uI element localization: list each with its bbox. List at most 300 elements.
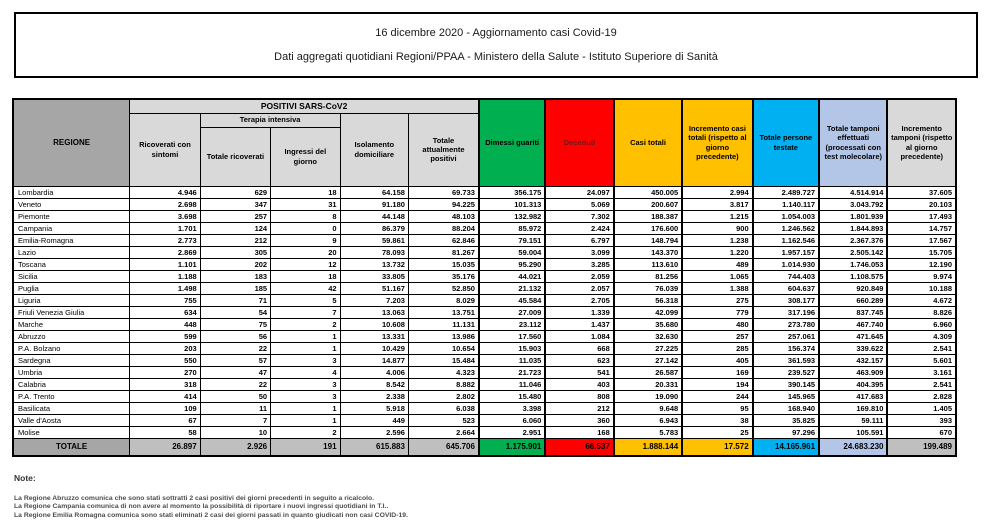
cell-value: 20 <box>271 246 340 258</box>
region-name: Veneto <box>13 198 130 210</box>
cell-value: 8.882 <box>408 378 479 390</box>
cell-value: 3.285 <box>545 258 613 270</box>
cell-value: 1.014.930 <box>753 258 819 270</box>
cell-value: 176.600 <box>614 222 682 234</box>
cell-value: 21.723 <box>479 366 545 378</box>
cell-value: 405 <box>682 354 752 366</box>
cell-value: 1.140.117 <box>753 198 819 210</box>
cell-value: 13.331 <box>340 330 408 342</box>
cell-value: 7 <box>271 306 340 318</box>
cell-value: 32.630 <box>614 330 682 342</box>
cell-value: 6.038 <box>408 402 479 414</box>
table-row <box>13 318 956 330</box>
totale-deceduti: 66.537 <box>545 438 613 456</box>
col-header-totale-ricoverati: Totale ricoverati <box>200 127 270 186</box>
region-name: Piemonte <box>13 210 130 222</box>
cell-value: 2.994 <box>682 186 752 198</box>
col-header-regione: REGIONE <box>13 99 130 186</box>
cell-value: 3.099 <box>545 246 613 258</box>
cell-value: 1.054.003 <box>753 210 819 222</box>
cell-value: 463.909 <box>819 366 887 378</box>
table-row <box>13 414 956 426</box>
cell-value: 64.158 <box>340 186 408 198</box>
cell-value: 202 <box>200 258 270 270</box>
table-row <box>13 270 956 282</box>
cell-value: 14.877 <box>340 354 408 366</box>
cell-value: 35.176 <box>408 270 479 282</box>
report-date-title: 16 dicembre 2020 - Aggiornamento casi Covid-19 <box>375 26 617 39</box>
cell-value: 0 <box>271 222 340 234</box>
cell-value: 12 <box>271 258 340 270</box>
cell-value: 10.608 <box>340 318 408 330</box>
cell-value: 42 <box>271 282 340 294</box>
cell-value: 390.145 <box>753 378 819 390</box>
cell-value: 143.370 <box>614 246 682 258</box>
cell-value: 1.246.562 <box>753 222 819 234</box>
cell-value: 6.797 <box>545 234 613 246</box>
cell-value: 50 <box>200 390 270 402</box>
cell-value: 91.180 <box>340 198 408 210</box>
cell-value: 3 <box>271 390 340 402</box>
cell-value: 38 <box>682 414 752 426</box>
cell-value: 755 <box>130 294 200 306</box>
cell-value: 22 <box>200 342 270 354</box>
cell-value: 270 <box>130 366 200 378</box>
col-header-ricoverati: Ricoverati con sintomi <box>130 113 200 186</box>
cell-value: 1 <box>271 414 340 426</box>
cell-value: 14.757 <box>887 222 956 234</box>
cell-value: 467.740 <box>819 318 887 330</box>
cell-value: 27.142 <box>614 354 682 366</box>
cell-value: 95.290 <box>479 258 545 270</box>
cell-value: 48.103 <box>408 210 479 222</box>
cell-value: 744.403 <box>753 270 819 282</box>
cell-value: 15.705 <box>887 246 956 258</box>
cell-value: 3.161 <box>887 366 956 378</box>
table-row <box>13 426 956 438</box>
col-header-deceduti: Deceduti <box>545 99 613 186</box>
table-row <box>13 366 956 378</box>
cell-value: 1.238 <box>682 234 752 246</box>
cell-value: 37.605 <box>887 186 956 198</box>
cell-value: 10.188 <box>887 282 956 294</box>
cell-value: 1.108.575 <box>819 270 887 282</box>
cell-value: 4.006 <box>340 366 408 378</box>
cell-value: 145.965 <box>753 390 819 402</box>
cell-value: 188.387 <box>614 210 682 222</box>
cell-value: 148.794 <box>614 234 682 246</box>
cell-value: 9.648 <box>614 402 682 414</box>
cell-value: 4.309 <box>887 330 956 342</box>
cell-value: 308.177 <box>753 294 819 306</box>
cell-value: 2.057 <box>545 282 613 294</box>
cell-value: 45.584 <box>479 294 545 306</box>
cell-value: 124 <box>200 222 270 234</box>
cell-value: 101.313 <box>479 198 545 210</box>
cell-value: 15.480 <box>479 390 545 402</box>
totale-tamponi: 24.683.230 <box>819 438 887 456</box>
cell-value: 7.302 <box>545 210 613 222</box>
col-group-terapia-intensiva: Terapia intensiva <box>200 113 340 127</box>
totale-label: TOTALE <box>13 438 130 456</box>
cell-value: 2.541 <box>887 342 956 354</box>
cell-value: 185 <box>200 282 270 294</box>
cell-value: 11.046 <box>479 378 545 390</box>
cell-value: 2 <box>271 426 340 438</box>
cell-value: 1.065 <box>682 270 752 282</box>
table-body <box>13 186 956 438</box>
table-row <box>13 342 956 354</box>
region-name: Lazio <box>13 246 130 258</box>
cell-value: 629 <box>200 186 270 198</box>
cell-value: 97.296 <box>753 426 819 438</box>
cell-value: 57 <box>200 354 270 366</box>
table-row <box>13 246 956 258</box>
col-header-dimessi-guariti: Dimessi guariti <box>479 99 545 186</box>
cell-value: 18 <box>271 270 340 282</box>
cell-value: 6.060 <box>479 414 545 426</box>
region-name: Calabria <box>13 378 130 390</box>
cell-value: 1 <box>271 342 340 354</box>
cell-value: 779 <box>682 306 752 318</box>
cell-value: 13.986 <box>408 330 479 342</box>
cell-value: 21.132 <box>479 282 545 294</box>
cell-value: 2.828 <box>887 390 956 402</box>
cell-value: 86.379 <box>340 222 408 234</box>
table-row <box>13 258 956 270</box>
cell-value: 11.131 <box>408 318 479 330</box>
cell-value: 1.405 <box>887 402 956 414</box>
cell-value: 13.751 <box>408 306 479 318</box>
col-header-isolamento: Isolamento domiciliare <box>340 113 408 186</box>
cell-value: 5 <box>271 294 340 306</box>
cell-value: 15.484 <box>408 354 479 366</box>
cell-value: 75 <box>200 318 270 330</box>
notes-section <box>14 473 992 520</box>
cell-value: 194 <box>682 378 752 390</box>
cell-value: 404.395 <box>819 378 887 390</box>
cell-value: 1.220 <box>682 246 752 258</box>
cell-value: 1 <box>271 402 340 414</box>
cell-value: 85.972 <box>479 222 545 234</box>
cell-value: 132.982 <box>479 210 545 222</box>
cell-value: 3 <box>271 354 340 366</box>
cell-value: 1.437 <box>545 318 613 330</box>
cell-value: 2.367.376 <box>819 234 887 246</box>
totale-terapia-intensiva: 2.926 <box>200 438 270 456</box>
cell-value: 900 <box>682 222 752 234</box>
cell-value: 356.175 <box>479 186 545 198</box>
cell-value: 541 <box>545 366 613 378</box>
cell-value: 2.489.727 <box>753 186 819 198</box>
cell-value: 599 <box>130 330 200 342</box>
cell-value: 550 <box>130 354 200 366</box>
table-row <box>13 234 956 246</box>
region-name: Abruzzo <box>13 330 130 342</box>
cell-value: 76.039 <box>614 282 682 294</box>
cell-value: 3.043.792 <box>819 198 887 210</box>
cell-value: 1.388 <box>682 282 752 294</box>
table-row <box>13 210 956 222</box>
cell-value: 339.622 <box>819 342 887 354</box>
cell-value: 393 <box>887 414 956 426</box>
cell-value: 26.587 <box>614 366 682 378</box>
cell-value: 17.493 <box>887 210 956 222</box>
cell-value: 523 <box>408 414 479 426</box>
totale-row <box>13 438 956 456</box>
cell-value: 27.225 <box>614 342 682 354</box>
cell-value: 212 <box>545 402 613 414</box>
cell-value: 6.943 <box>614 414 682 426</box>
cell-value: 1.844.893 <box>819 222 887 234</box>
cell-value: 203 <box>130 342 200 354</box>
cell-value: 17.567 <box>887 234 956 246</box>
cell-value: 3.398 <box>479 402 545 414</box>
cell-value: 109 <box>130 402 200 414</box>
cell-value: 20.331 <box>614 378 682 390</box>
cell-value: 13.732 <box>340 258 408 270</box>
cell-value: 837.745 <box>819 306 887 318</box>
cell-value: 6.960 <box>887 318 956 330</box>
cell-value: 4 <box>271 366 340 378</box>
cell-value: 2.059 <box>545 270 613 282</box>
cell-value: 23.112 <box>479 318 545 330</box>
cell-value: 168.940 <box>753 402 819 414</box>
totale-dimessi-guariti: 1.175.901 <box>479 438 545 456</box>
cell-value: 4.323 <box>408 366 479 378</box>
region-name: Campania <box>13 222 130 234</box>
cell-value: 668 <box>545 342 613 354</box>
cell-value: 471.645 <box>819 330 887 342</box>
cell-value: 414 <box>130 390 200 402</box>
title-box <box>14 12 978 78</box>
cell-value: 2.698 <box>130 198 200 210</box>
totale-isolamento: 615.883 <box>340 438 408 456</box>
cell-value: 79.151 <box>479 234 545 246</box>
cell-value: 27.009 <box>479 306 545 318</box>
cell-value: 35.680 <box>614 318 682 330</box>
cell-value: 1.746.053 <box>819 258 887 270</box>
cell-value: 51.167 <box>340 282 408 294</box>
table-row <box>13 282 956 294</box>
cell-value: 25 <box>682 426 752 438</box>
cell-value: 285 <box>682 342 752 354</box>
cell-value: 20.103 <box>887 198 956 210</box>
totale-casi-totali: 1.888.144 <box>614 438 682 456</box>
cell-value: 604.637 <box>753 282 819 294</box>
cell-value: 2.773 <box>130 234 200 246</box>
cell-value: 8.826 <box>887 306 956 318</box>
region-name: Umbria <box>13 366 130 378</box>
region-name: Lombardia <box>13 186 130 198</box>
cell-value: 47 <box>200 366 270 378</box>
totale-attualmente-positivi: 645.706 <box>408 438 479 456</box>
cell-value: 81.267 <box>408 246 479 258</box>
cell-value: 1.188 <box>130 270 200 282</box>
cell-value: 17.560 <box>479 330 545 342</box>
table-row <box>13 306 956 318</box>
cell-value: 2.802 <box>408 390 479 402</box>
cell-value: 12.190 <box>887 258 956 270</box>
cell-value: 31 <box>271 198 340 210</box>
cell-value: 4.946 <box>130 186 200 198</box>
cell-value: 623 <box>545 354 613 366</box>
col-header-ingressi-giorno: Ingressi del giorno <box>271 127 340 186</box>
cell-value: 2.869 <box>130 246 200 258</box>
cell-value: 94.225 <box>408 198 479 210</box>
totale-incremento-casi: 17.572 <box>682 438 752 456</box>
region-name: Molise <box>13 426 130 438</box>
cell-value: 361.593 <box>753 354 819 366</box>
cell-value: 317.196 <box>753 306 819 318</box>
cell-value: 62.846 <box>408 234 479 246</box>
cell-value: 44.021 <box>479 270 545 282</box>
cell-value: 448 <box>130 318 200 330</box>
cell-value: 634 <box>130 306 200 318</box>
cell-value: 318 <box>130 378 200 390</box>
cell-value: 24.097 <box>545 186 613 198</box>
cell-value: 19.090 <box>614 390 682 402</box>
cell-value: 169 <box>682 366 752 378</box>
table-row <box>13 186 956 198</box>
cell-value: 3.698 <box>130 210 200 222</box>
cell-value: 58 <box>130 426 200 438</box>
cell-value: 8.029 <box>408 294 479 306</box>
cell-value: 5.069 <box>545 198 613 210</box>
totale-incremento-tamponi: 199.489 <box>887 438 956 456</box>
cell-value: 10.654 <box>408 342 479 354</box>
col-header-casi-totali: Casi totali <box>614 99 682 186</box>
cell-value: 2.338 <box>340 390 408 402</box>
cell-value: 1.084 <box>545 330 613 342</box>
cell-value: 35.825 <box>753 414 819 426</box>
cell-value: 257.061 <box>753 330 819 342</box>
col-header-incremento-casi: Incremento casi totali (rispetto al giorno precedente) <box>682 99 752 186</box>
cell-value: 95 <box>682 402 752 414</box>
cell-value: 275 <box>682 294 752 306</box>
cell-value: 44.148 <box>340 210 408 222</box>
cell-value: 432.157 <box>819 354 887 366</box>
cell-value: 403 <box>545 378 613 390</box>
cell-value: 449 <box>340 414 408 426</box>
cell-value: 450.005 <box>614 186 682 198</box>
totale-ricoverati: 26.897 <box>130 438 200 456</box>
cell-value: 18 <box>271 186 340 198</box>
region-name: Sicilia <box>13 270 130 282</box>
cell-value: 168 <box>545 426 613 438</box>
cell-value: 2.705 <box>545 294 613 306</box>
region-name: Friuli Venezia Giulia <box>13 306 130 318</box>
cell-value: 54 <box>200 306 270 318</box>
table-row <box>13 198 956 210</box>
cell-value: 239.527 <box>753 366 819 378</box>
cell-value: 7 <box>200 414 270 426</box>
cell-value: 10.429 <box>340 342 408 354</box>
table-row <box>13 222 956 234</box>
cell-value: 1 <box>271 330 340 342</box>
cell-value: 52.850 <box>408 282 479 294</box>
table-row <box>13 390 956 402</box>
region-name: Sardegna <box>13 354 130 366</box>
cell-value: 2.951 <box>479 426 545 438</box>
cell-value: 920.849 <box>819 282 887 294</box>
cell-value: 1.701 <box>130 222 200 234</box>
cell-value: 305 <box>200 246 270 258</box>
cell-value: 273.780 <box>753 318 819 330</box>
table-row <box>13 330 956 342</box>
cell-value: 169.810 <box>819 402 887 414</box>
cell-value: 1.957.157 <box>753 246 819 258</box>
cell-value: 1.801.939 <box>819 210 887 222</box>
cell-value: 2.505.142 <box>819 246 887 258</box>
notes-heading: Note: <box>14 473 36 484</box>
cell-value: 11 <box>200 402 270 414</box>
cell-value: 1.101 <box>130 258 200 270</box>
cell-value: 347 <box>200 198 270 210</box>
table-row <box>13 354 956 366</box>
covid-data-table <box>12 98 957 457</box>
totale-ingressi: 191 <box>271 438 340 456</box>
cell-value: 3 <box>271 378 340 390</box>
region-name: Toscana <box>13 258 130 270</box>
cell-value: 13.063 <box>340 306 408 318</box>
cell-value: 59.861 <box>340 234 408 246</box>
cell-value: 417.683 <box>819 390 887 402</box>
cell-value: 9 <box>271 234 340 246</box>
cell-value: 11.035 <box>479 354 545 366</box>
cell-value: 56.318 <box>614 294 682 306</box>
cell-value: 212 <box>200 234 270 246</box>
region-name: Valle d'Aosta <box>13 414 130 426</box>
cell-value: 10 <box>200 426 270 438</box>
cell-value: 1.498 <box>130 282 200 294</box>
cell-value: 3.817 <box>682 198 752 210</box>
region-name: Basilicata <box>13 402 130 414</box>
cell-value: 105.591 <box>819 426 887 438</box>
table-row <box>13 294 956 306</box>
cell-value: 67 <box>130 414 200 426</box>
cell-value: 2.424 <box>545 222 613 234</box>
note-campania: La Regione Campania comunica di non avere al momento la possibilità di riportare i nuovi ingressi quotidiani in T.I.. <box>14 503 389 511</box>
cell-value: 88.204 <box>408 222 479 234</box>
cell-value: 360 <box>545 414 613 426</box>
cell-value: 56 <box>200 330 270 342</box>
cell-value: 489 <box>682 258 752 270</box>
cell-value: 244 <box>682 390 752 402</box>
cell-value: 2.596 <box>340 426 408 438</box>
cell-value: 1.215 <box>682 210 752 222</box>
table-row <box>13 378 956 390</box>
cell-value: 15.903 <box>479 342 545 354</box>
cell-value: 2.664 <box>408 426 479 438</box>
table-row <box>13 402 956 414</box>
region-name: Marche <box>13 318 130 330</box>
cell-value: 2.541 <box>887 378 956 390</box>
region-name: Puglia <box>13 282 130 294</box>
cell-value: 78.093 <box>340 246 408 258</box>
region-name: Emilia-Romagna <box>13 234 130 246</box>
cell-value: 5.918 <box>340 402 408 414</box>
cell-value: 59.111 <box>819 414 887 426</box>
region-name: Liguria <box>13 294 130 306</box>
cell-value: 59.004 <box>479 246 545 258</box>
cell-value: 22 <box>200 378 270 390</box>
note-abruzzo: La Regione Abruzzo comunica che sono stati sottratti 2 casi positivi dei giorni precedenti in seguito a ricalcolo. <box>14 495 375 503</box>
cell-value: 8.542 <box>340 378 408 390</box>
report-subtitle: Dati aggregati quotidiani Regioni/PPAA - Ministero della Salute - Istituto Superiore di Sanità <box>274 51 718 64</box>
col-header-attualmente-positivi: Totale attualmente positivi <box>408 113 479 186</box>
col-header-persone-testate: Totale persone testate <box>753 99 819 186</box>
